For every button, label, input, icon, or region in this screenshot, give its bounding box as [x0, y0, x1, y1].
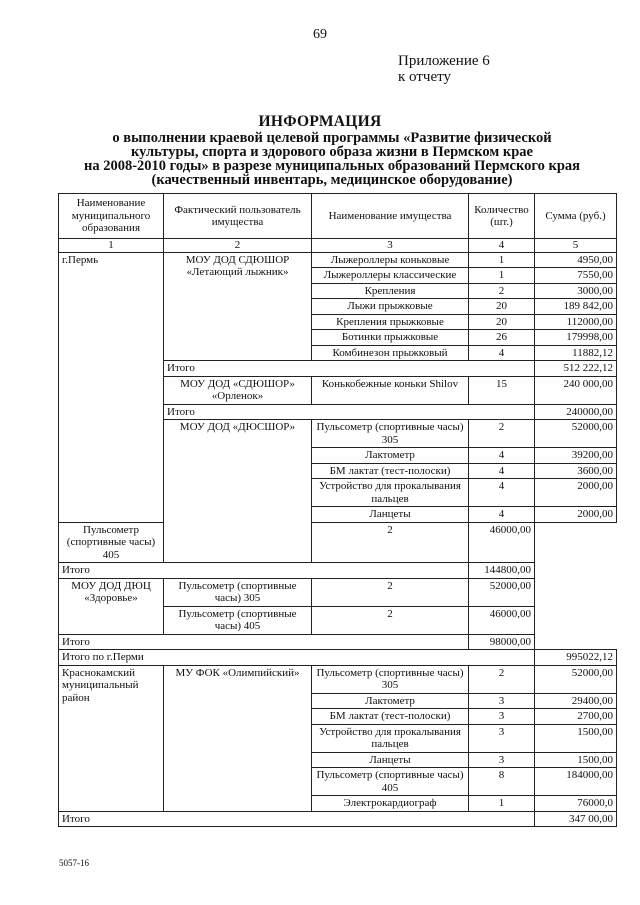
document-subtitle	[52, 131, 612, 187]
subtotal-sum: 144800,00	[469, 563, 535, 579]
column-number-row	[59, 239, 617, 253]
header-property: Наименование имущества	[312, 194, 469, 239]
organization-cell: МОУ ДОД ДЮЦ «Здоровье»	[59, 578, 164, 634]
property-cell: Пульсометр (спортивные часы) 305	[312, 665, 469, 693]
property-cell: Конькобежные коньки Shilov	[312, 376, 469, 404]
quantity-cell: 3	[469, 693, 535, 709]
subtotal-label: Итого	[59, 811, 535, 827]
organization-cell: МОУ ДОД «СДЮШОР» «Орленок»	[164, 376, 312, 404]
organization-cell: МОУ ДОД «ДЮСШОР»	[164, 420, 312, 563]
quantity-cell: 2	[312, 522, 469, 563]
subtotal-label: Итого	[164, 361, 535, 377]
sum-cell: 3000,00	[535, 283, 617, 299]
quantity-cell: 8	[469, 768, 535, 796]
document-title: ИНФОРМАЦИЯ	[258, 113, 382, 130]
sum-cell: 1500,00	[535, 752, 617, 768]
subtotal-row	[59, 563, 617, 579]
subtitle-line-3: на 2008-2010 годы» в разрезе муниципальных образований Пермского края	[84, 158, 580, 174]
property-cell: Лыжероллеры коньковые	[312, 252, 469, 268]
table-row	[59, 252, 617, 268]
sum-cell: 240 000,00	[535, 376, 617, 404]
quantity-cell: 1	[469, 796, 535, 812]
column-number: 4	[469, 239, 535, 253]
subtotal-row	[59, 811, 617, 827]
sum-cell: 189 842,00	[535, 299, 617, 315]
property-cell: Пульсометр (спортивные часы) 305	[164, 578, 312, 606]
column-number: 2	[164, 239, 312, 253]
quantity-cell: 2	[469, 283, 535, 299]
grand-total-label: Итого по г.Перми	[59, 650, 535, 666]
sum-cell: 184000,00	[535, 768, 617, 796]
municipality-cell: г.Пермь	[59, 252, 164, 522]
subtotal-sum: 240000,00	[535, 404, 617, 420]
sum-cell: 52000,00	[469, 578, 535, 606]
property-cell: Лактометр	[312, 448, 469, 464]
sum-cell: 46000,00	[469, 522, 535, 563]
sum-cell: 2000,00	[535, 507, 617, 523]
property-cell: Лыжи прыжковые	[312, 299, 469, 315]
subtotal-label: Итого	[59, 634, 469, 650]
subtotal-sum: 98000,00	[469, 634, 535, 650]
property-cell: БМ лактат (тест-полоски)	[312, 463, 469, 479]
sum-cell: 46000,00	[469, 606, 535, 634]
sum-cell: 179998,00	[535, 330, 617, 346]
sum-cell: 2700,00	[535, 709, 617, 725]
header-row	[59, 194, 617, 239]
quantity-cell: 2	[312, 606, 469, 634]
quantity-cell: 3	[469, 752, 535, 768]
grand-total-sum: 995022,12	[535, 650, 617, 666]
property-cell: Лактометр	[312, 693, 469, 709]
header-quantity: Количество (шт.)	[469, 194, 535, 239]
page-number: 69	[313, 27, 327, 42]
grand-total-row	[59, 650, 617, 666]
property-cell: Устройство для прокалывания пальцев	[312, 724, 469, 752]
appendix-line-1: Приложение 6	[398, 53, 490, 69]
property-cell: Лыжероллеры классические	[312, 268, 469, 284]
sum-cell: 2000,00	[535, 479, 617, 507]
property-cell: БМ лактат (тест-полоски)	[312, 709, 469, 725]
quantity-cell: 26	[469, 330, 535, 346]
header-sum: Сумма (руб.)	[535, 194, 617, 239]
sum-cell: 11882,12	[535, 345, 617, 361]
subtotal-label: Итого	[59, 563, 469, 579]
quantity-cell: 4	[469, 507, 535, 523]
property-cell: Комбинезон прыжковый	[312, 345, 469, 361]
sum-cell: 29400,00	[535, 693, 617, 709]
quantity-cell: 4	[469, 345, 535, 361]
property-cell: Ботинки прыжковые	[312, 330, 469, 346]
property-cell: Ланцеты	[312, 752, 469, 768]
property-cell: Крепления	[312, 283, 469, 299]
table-row	[59, 578, 617, 606]
sum-cell: 39200,00	[535, 448, 617, 464]
subtotal-row	[59, 634, 617, 650]
sum-cell: 76000,0	[535, 796, 617, 812]
column-number: 1	[59, 239, 164, 253]
sum-cell: 4950,00	[535, 252, 617, 268]
property-cell: Устройство для прокалывания пальцев	[312, 479, 469, 507]
subtitle-line-1: о выполнении краевой целевой программы «Развитие физической	[112, 130, 552, 146]
property-cell: Пульсометр (спортивные часы) 305	[312, 420, 469, 448]
subtitle-line-4: (качественный инвентарь, медицинское оборудование)	[151, 172, 513, 188]
subtotal-sum: 347 00,00	[535, 811, 617, 827]
property-cell: Пульсометр (спортивные часы) 405	[164, 606, 312, 634]
table-row	[59, 665, 617, 693]
property-cell: Крепления прыжковые	[312, 314, 469, 330]
quantity-cell: 2	[312, 578, 469, 606]
quantity-cell: 20	[469, 314, 535, 330]
document-code: 5057-16	[59, 858, 89, 868]
appendix-line-2: к отчету	[398, 69, 451, 85]
column-number: 3	[312, 239, 469, 253]
quantity-cell: 3	[469, 724, 535, 752]
sum-cell: 7550,00	[535, 268, 617, 284]
header-municipality: Наименование муниципального образования	[59, 194, 164, 239]
quantity-cell: 4	[469, 479, 535, 507]
sum-cell: 1500,00	[535, 724, 617, 752]
quantity-cell: 15	[469, 376, 535, 404]
report-table	[58, 193, 617, 827]
property-cell: Ланцеты	[312, 507, 469, 523]
municipality-cell: Краснокамский муниципальный район	[59, 665, 164, 811]
quantity-cell: 4	[469, 463, 535, 479]
table-row	[59, 522, 617, 563]
quantity-cell: 2	[469, 420, 535, 448]
organization-cell: МОУ ДОД СДЮШОР «Летающий лыжник»	[164, 252, 312, 361]
property-cell: Пульсометр (спортивные часы) 405	[312, 768, 469, 796]
sum-cell: 52000,00	[535, 665, 617, 693]
appendix-note	[398, 53, 490, 85]
quantity-cell: 3	[469, 709, 535, 725]
quantity-cell: 4	[469, 448, 535, 464]
header-user: Фактический пользователь имущества	[164, 194, 312, 239]
subtotal-sum: 512 222,12	[535, 361, 617, 377]
property-cell: Электрокардиограф	[312, 796, 469, 812]
quantity-cell: 20	[469, 299, 535, 315]
organization-cell: МУ ФОК «Олимпийский»	[164, 665, 312, 811]
subtotal-label: Итого	[164, 404, 535, 420]
column-number: 5	[535, 239, 617, 253]
quantity-cell: 1	[469, 252, 535, 268]
sum-cell: 3600,00	[535, 463, 617, 479]
sum-cell: 52000,00	[535, 420, 617, 448]
subtitle-line-2: культуры, спорта и здорового образа жизни в Пермском крае	[131, 144, 533, 160]
quantity-cell: 1	[469, 268, 535, 284]
sum-cell: 112000,00	[535, 314, 617, 330]
quantity-cell: 2	[469, 665, 535, 693]
property-cell: Пульсометр (спортивные часы) 405	[59, 522, 164, 563]
